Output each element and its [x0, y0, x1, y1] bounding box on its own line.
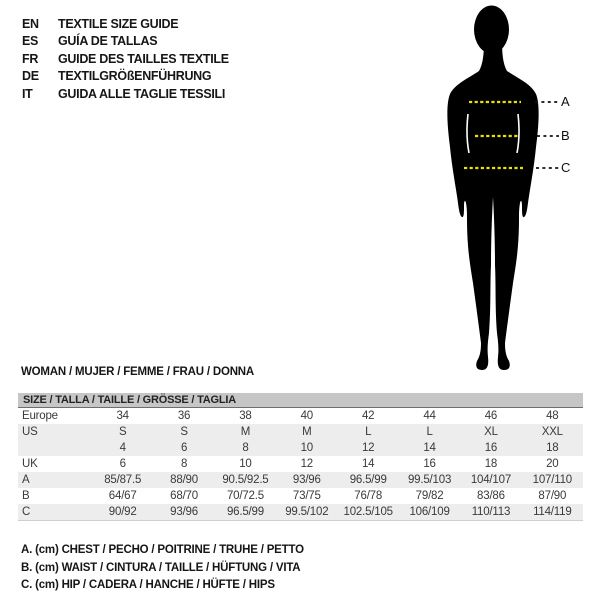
lang-label: TEXTILGRÖßENFÜHRUNG	[58, 69, 212, 84]
table-cell: M	[302, 426, 312, 438]
table-cell: L	[365, 426, 372, 438]
table-row-us-letter	[18, 424, 583, 440]
table-cell: 106/109	[409, 506, 450, 518]
table-cell: 46	[484, 410, 498, 422]
table-cell: 14	[423, 442, 436, 454]
table-row-uk	[18, 456, 583, 472]
lang-label: GUÍA DE TALLAS	[58, 34, 158, 49]
table-cell: 10	[239, 458, 252, 470]
table-cell: XXL	[541, 426, 563, 438]
lang-row-it	[22, 85, 229, 103]
table-cell: S	[118, 426, 127, 438]
row-label: Europe	[22, 410, 58, 422]
table-cell: 96.5/99	[226, 506, 264, 518]
table-cell: 8	[242, 442, 249, 454]
marker-label-c: C	[561, 160, 571, 175]
table-cell: 90/92	[108, 506, 137, 518]
legend-waist: B. (cm) WAIST / CINTURA / TAILLE / HÜFTUNG / VITA	[21, 561, 301, 574]
table-row-chest	[18, 472, 583, 488]
table-cell: 38	[239, 410, 252, 422]
silhouette-body	[447, 40, 538, 370]
table-cell: 87/90	[538, 490, 567, 502]
table-cell: 99.5/103	[407, 474, 452, 486]
table-cell: 18	[546, 442, 559, 454]
table-cell: 68/70	[170, 490, 198, 502]
table-cell: 4	[119, 442, 126, 454]
size-table	[18, 393, 583, 521]
table-cell: 42	[361, 410, 375, 422]
table-cell: 16	[423, 458, 436, 470]
lang-code: FR	[22, 51, 39, 66]
table-cell: 48	[546, 410, 559, 422]
table-cell: 102.5/105	[343, 506, 393, 518]
measurement-figure	[430, 0, 600, 380]
woman-silhouette-svg	[430, 0, 600, 380]
table-cell: M	[240, 426, 251, 438]
lang-row-de	[22, 68, 229, 86]
table-cell: 8	[180, 458, 188, 470]
table-cell: 96.5/99	[349, 474, 387, 486]
lang-label: GUIDA ALLE TAGLIE TESSILI	[58, 86, 226, 101]
table-cell: 6	[119, 458, 126, 470]
table-cell: XL	[484, 426, 498, 438]
table-cell: 16	[484, 442, 498, 454]
table-cell: 104/107	[470, 474, 512, 486]
lang-label: GUIDE DES TAILLES TEXTILE	[58, 51, 229, 66]
lang-label: TEXTILE SIZE GUIDE	[58, 16, 179, 31]
table-cell: 90.5/92.5	[222, 474, 269, 486]
section-title: WOMAN / MUJER / FEMME / FRAU / DONNA	[21, 366, 255, 378]
row-label: US	[22, 426, 38, 438]
table-cell: 40	[300, 410, 314, 422]
table-row-hip	[18, 504, 583, 520]
table-cell: 36	[177, 410, 191, 422]
table-cell: 85/87.5	[104, 474, 142, 486]
table-cell: 79/82	[415, 490, 444, 502]
table-cell: 70/72.5	[226, 490, 264, 502]
table-cell: 14	[361, 458, 375, 470]
table-cell: 64/67	[108, 490, 137, 502]
table-cell: 83/86	[477, 490, 505, 502]
table-cell: 12	[300, 458, 314, 470]
table-cell: 6	[180, 442, 188, 454]
table-row-europe	[18, 408, 583, 424]
marker-label-a: A	[561, 94, 570, 109]
table-cell: 12	[361, 442, 375, 454]
lang-code: ES	[22, 34, 39, 49]
legend-chest: A. (cm) CHEST / PECHO / POITRINE / TRUHE / PETTO	[21, 544, 304, 556]
table-cell: 99.5/102	[285, 506, 329, 518]
lang-row-en	[22, 15, 229, 33]
table-cell: L	[426, 426, 433, 438]
legend-hip: C. (cm) HIP / CADERA / HANCHE / HÜFTE / HIPS	[21, 579, 275, 591]
measure-legend	[21, 542, 304, 595]
table-row-us-number	[18, 440, 583, 456]
table-cell: 76/78	[354, 490, 383, 502]
table-cell: 107/110	[532, 474, 572, 486]
row-label: UK	[22, 458, 38, 470]
table-cell: 114/119	[533, 506, 572, 518]
lang-row-fr	[22, 50, 229, 68]
row-label: C	[22, 506, 31, 518]
table-row-waist	[18, 488, 583, 504]
marker-label-b: B	[561, 128, 570, 143]
table-cell: 88/90	[170, 474, 198, 486]
table-cell: 93/96	[170, 506, 198, 518]
table-cell: 73/75	[292, 490, 321, 502]
table-cell: 44	[423, 410, 436, 422]
lang-code: EN	[22, 16, 39, 31]
table-cell: 34	[116, 410, 129, 422]
language-list	[22, 15, 229, 103]
lang-code: IT	[22, 86, 33, 101]
table-cell: 20	[546, 458, 559, 470]
row-label: A	[22, 474, 30, 486]
table-cell: 18	[484, 458, 498, 470]
table-cell: 110/113	[471, 506, 511, 518]
lang-code: DE	[22, 69, 39, 84]
table-cell: S	[180, 426, 188, 438]
size-table-header: SIZE / TALLA / TAILLE / GRÖSSE / TAGLIA	[18, 393, 583, 408]
row-label: B	[22, 490, 30, 502]
table-cell: 93/96	[292, 474, 321, 486]
table-cell: 10	[300, 442, 314, 454]
lang-row-es	[22, 33, 229, 51]
